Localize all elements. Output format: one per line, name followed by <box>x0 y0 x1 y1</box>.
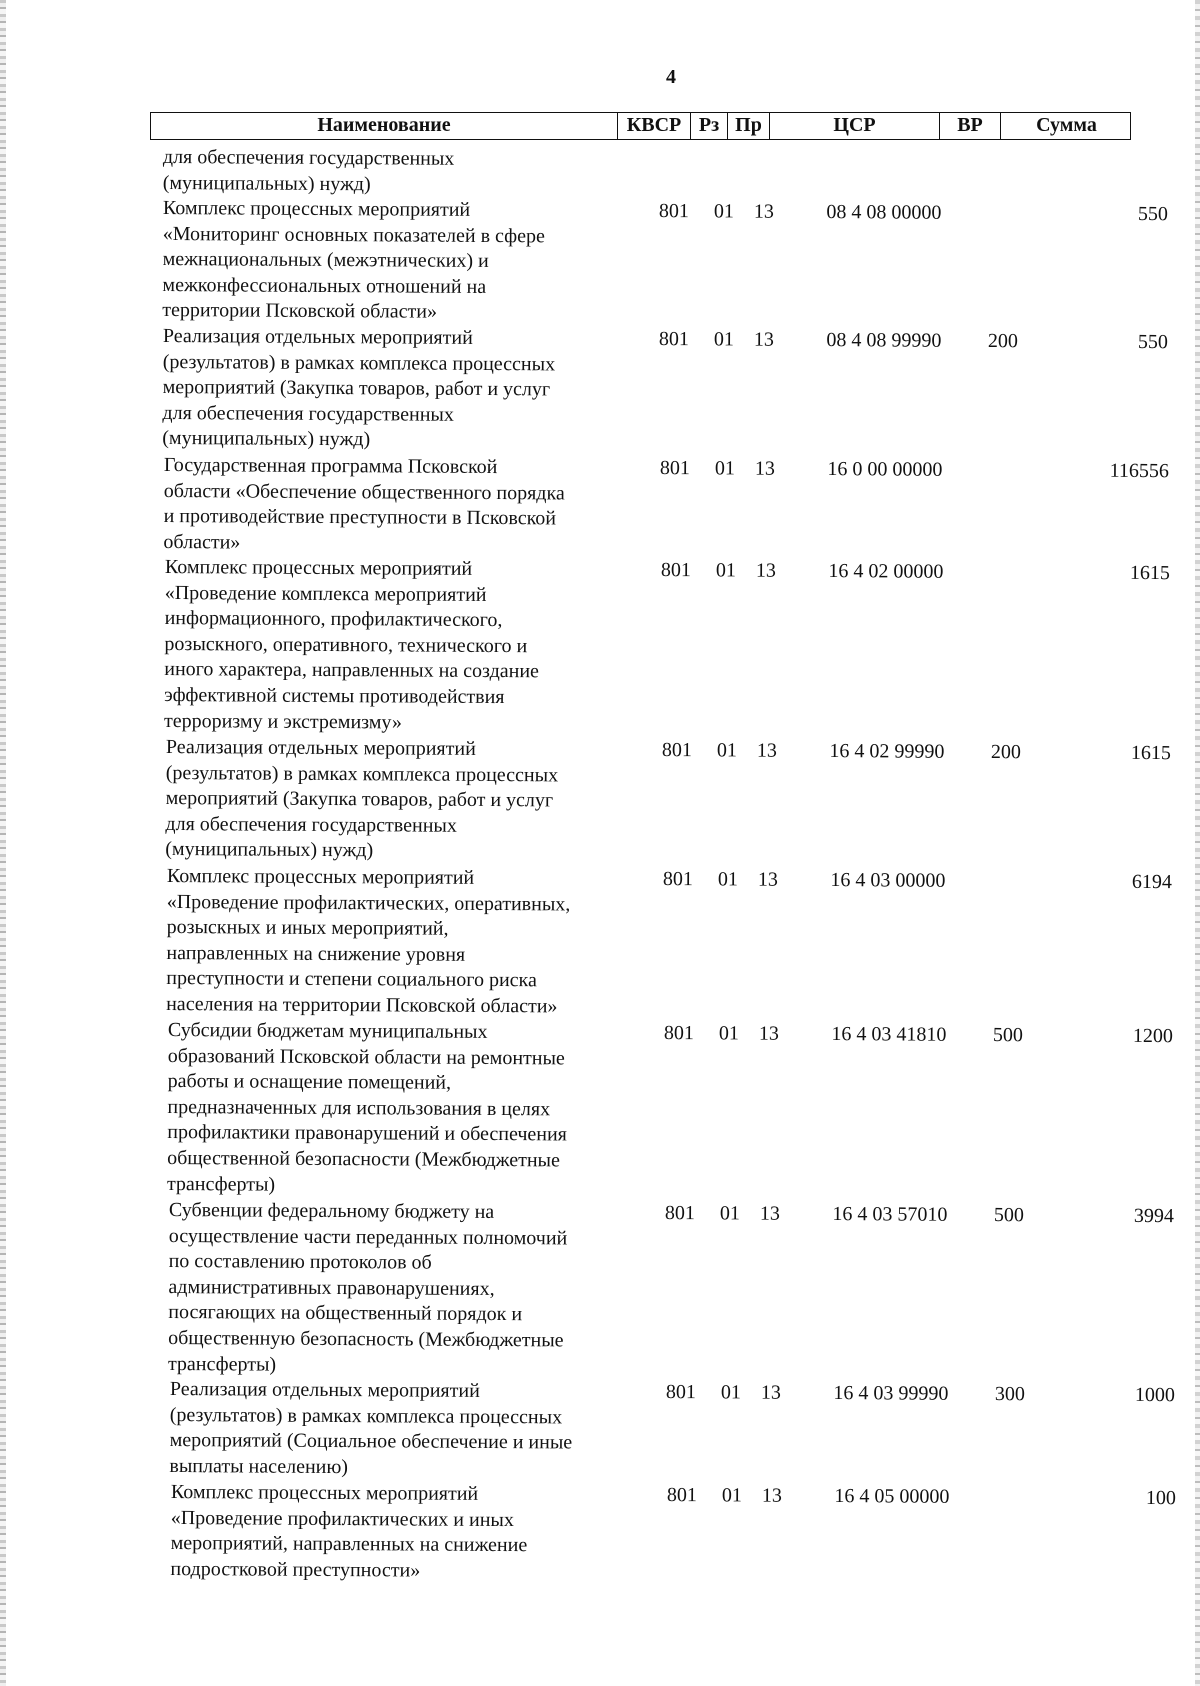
row-kvsr: 801 <box>663 1022 694 1045</box>
row-rz: 01 <box>720 1381 741 1404</box>
row-vr: 200 <box>987 330 1018 353</box>
row-pr: 13 <box>754 457 775 480</box>
row-rz: 01 <box>716 739 737 762</box>
header-csr: ЦСР <box>770 113 940 139</box>
row-sum: 1200 <box>1132 1024 1173 1048</box>
row-rz: 01 <box>717 868 738 891</box>
row-kvsr: 801 <box>658 328 689 351</box>
row-pr: 13 <box>757 868 778 891</box>
scan-edge-right <box>1195 0 1200 1686</box>
row-rz: 01 <box>715 559 736 582</box>
row-rz: 01 <box>721 1484 742 1507</box>
row-name: Государственная программа Псковской области «Обеспечение общественного порядка и противодействие преступности в Псковской области» <box>163 453 565 554</box>
row-name: Реализация отдельных мероприятий (результатов) в рамках комплекса процессных мероприятий (Закупка товаров, работ и услуг для обеспечения государственных (муниципальных) нужд) <box>165 736 559 862</box>
row-sum: 550 <box>1137 202 1168 226</box>
row-pr: 13 <box>753 328 774 351</box>
row-csr: 08 4 08 99990 <box>826 329 942 352</box>
row-sum: 3994 <box>1133 1204 1174 1228</box>
row-pr: 13 <box>756 739 777 762</box>
row-csr: 16 4 03 00000 <box>830 869 946 892</box>
row-csr: 16 4 03 41810 <box>831 1023 947 1046</box>
row-csr: 16 4 03 99990 <box>833 1382 949 1405</box>
row-csr: 16 4 05 00000 <box>834 1485 950 1508</box>
header-name: Наименование <box>151 113 618 139</box>
row-vr: 500 <box>992 1024 1023 1047</box>
row-rz: 01 <box>713 200 734 223</box>
row-rz: 01 <box>713 328 734 351</box>
row-csr: 16 4 02 00000 <box>828 560 944 583</box>
row-csr: 16 4 02 99990 <box>829 740 945 763</box>
row-sum: 100 <box>1145 1486 1176 1510</box>
scan-edge-left <box>0 0 6 1686</box>
row-kvsr: 801 <box>662 868 693 891</box>
header-sum: Сумма <box>1036 114 1097 136</box>
row-vr: 300 <box>994 1383 1025 1406</box>
row-vr: 200 <box>990 741 1021 764</box>
row-sum: 1000 <box>1134 1383 1175 1407</box>
row-name: Комплекс процессных мероприятий «Проведение профилактических и иных мероприятий, направленных на снижение подростковой преступности» <box>170 1481 528 1582</box>
row-kvsr: 801 <box>659 457 690 480</box>
row-pr: 13 <box>761 1484 782 1507</box>
header-rz: Рз <box>691 113 728 139</box>
row-pr: 13 <box>760 1381 781 1404</box>
row-kvsr: 801 <box>660 559 691 582</box>
row-kvsr: 801 <box>658 200 689 223</box>
header-pr: Пр <box>728 113 770 139</box>
row-name: Реализация отдельных мероприятий (результатов) в рамках комплекса процессных мероприятий (Закупка товаров, работ и услуг для обеспечения государственных (муниципальных) нужд) <box>162 324 556 451</box>
page-number: 4 <box>666 66 676 88</box>
row-sum: 1615 <box>1129 561 1170 585</box>
row-name: Комплекс процессных мероприятий «Проведение профилактических, оперативных, розыскных и иных мероприятий, направленных на снижение уровня преступности и степени социального риска населения на территории Псковской области» <box>166 865 571 1018</box>
row-sum: 550 <box>1137 330 1168 354</box>
row-sum: 1615 <box>1130 741 1171 765</box>
row-rz: 01 <box>719 1202 740 1225</box>
header-kvsr: КВСР <box>618 113 691 139</box>
row-pr: 13 <box>758 1022 779 1045</box>
row-rz: 01 <box>718 1022 739 1045</box>
row-name: Субсидии бюджетам муниципальных образований Псковской области на ремонтные работы и оснащение помещений, предназначенных для использования в целях профилактики правонарушений и обеспечения общественной безопасности (Межбюджетные трансферты) <box>166 1019 567 1196</box>
row-kvsr: 801 <box>661 739 692 762</box>
row-csr: 16 4 03 57010 <box>832 1203 948 1226</box>
row-csr: 16 0 00 00000 <box>827 458 943 481</box>
row-pr: 13 <box>753 200 774 223</box>
row-sum: 6194 <box>1131 870 1172 894</box>
row-kvsr: 801 <box>664 1202 695 1225</box>
row-kvsr: 801 <box>665 1381 696 1404</box>
row-rz: 01 <box>714 457 735 480</box>
row-kvsr: 801 <box>666 1484 697 1507</box>
row-name: Комплекс процессных мероприятий «Мониторинг основных показателей в сфере межнациональных (межэтнических) и межконфессиональных отношений на территории Псковской области» <box>162 196 545 324</box>
table-header <box>150 112 1131 140</box>
row-pr: 13 <box>755 559 776 582</box>
row-pr: 13 <box>759 1202 780 1225</box>
header-vr: ВР <box>940 113 1001 139</box>
row-name: Комплекс процессных мероприятий «Проведение комплекса мероприятий информационного, профилактического, розыскного, оперативного, технического и иного характера, направленных на создание эффективной системы противодействия терроризму и экстремизму» <box>163 556 540 734</box>
row-vr: 500 <box>993 1204 1024 1227</box>
row-name: Реализация отдельных мероприятий (результатов) в рамках комплекса процессных мероприятий (Социальное обеспечение и иные выплаты населению) <box>169 1378 573 1478</box>
row-name: Субвенции федеральному бюджету на осуществление части переданных полномочий по составлению протоколов об административных правонарушениях, посягающих на общественный порядок и общественную безопасность (Межбюджетные трансферты) <box>167 1199 568 1376</box>
row-name: для обеспечения государственных (муниципальных) нужд) <box>162 145 455 195</box>
row-sum: 116556 <box>1109 459 1169 483</box>
row-csr: 08 4 08 00000 <box>826 201 942 224</box>
